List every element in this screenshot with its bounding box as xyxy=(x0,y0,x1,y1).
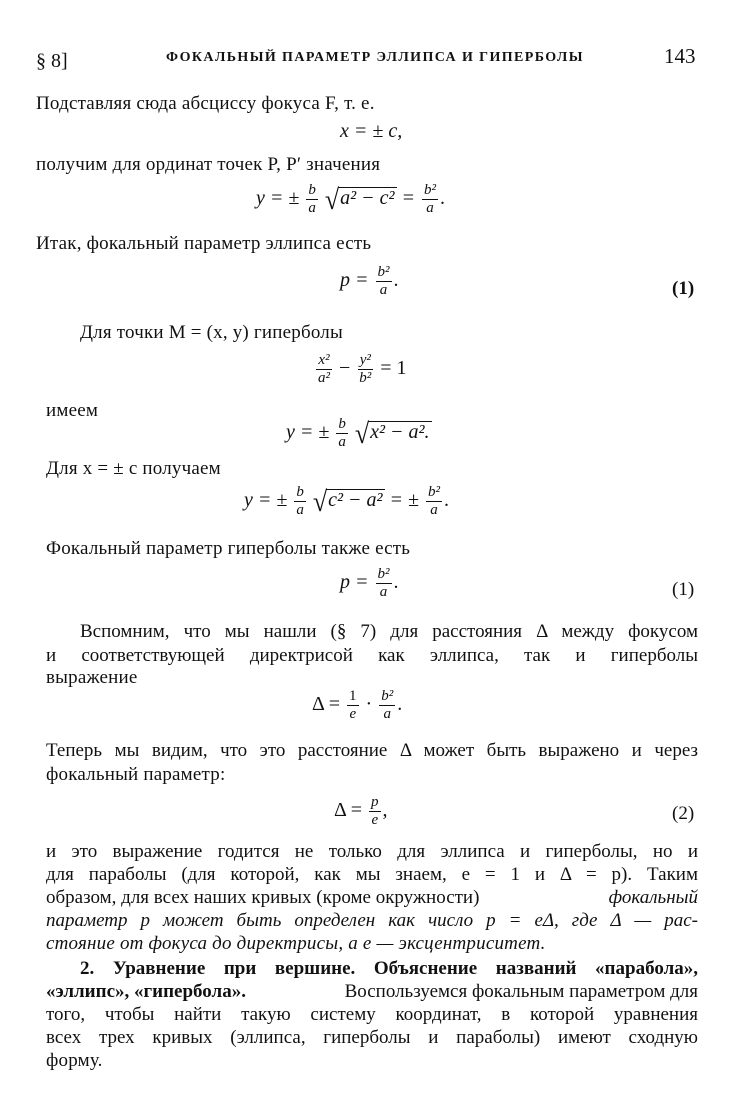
numerator: b² xyxy=(424,182,437,198)
numerator: b² xyxy=(381,688,394,704)
radicand: c² − a² xyxy=(328,489,383,512)
text-segment: Воспользуемся фокальным параметром для xyxy=(344,981,698,1002)
eq-comma: , xyxy=(382,799,388,822)
text-line: Подставляя сюда абсциссу фокуса F, т. е. xyxy=(36,93,375,114)
eq-dot: · xyxy=(365,693,373,716)
eq-rhs: = 1 xyxy=(380,357,407,380)
fraction-p-over-e xyxy=(369,794,381,829)
denominator: a xyxy=(308,200,316,216)
text-line: для параболы (для которой, как мы знаем, e = 1 и Δ = p). Таким xyxy=(46,864,698,885)
eq-lhs: y = ± xyxy=(244,489,288,512)
text-line: выражение xyxy=(46,667,138,688)
running-head-title: ФОКАЛЬНЫЙ ПАРАМЕТР ЭЛЛИПСА И ГИПЕРБОЛЫ xyxy=(166,50,584,65)
sqrt-sign: √ xyxy=(354,417,370,449)
equation-number: (1) xyxy=(672,579,695,600)
text-line: фокальный параметр: xyxy=(46,764,226,785)
numerator: b² xyxy=(377,264,390,280)
text-line: и соответствующей директрисой как эллипса, так и гиперболы xyxy=(46,645,698,666)
text-line: и это выражение годится не только для эллипса и гиперболы, но и xyxy=(46,841,698,862)
equation-hyperbola xyxy=(314,352,407,387)
numerator: b xyxy=(296,484,304,500)
fraction-x2-over-a2 xyxy=(316,352,332,387)
radicand: a² − c² xyxy=(340,187,395,210)
eq-period: . xyxy=(393,571,399,594)
eq-lhs: y = ± xyxy=(256,187,300,210)
text-line: Фокальный параметр гиперболы также есть xyxy=(46,538,411,559)
eq-lhs: Δ = xyxy=(334,799,363,822)
text-line: того, чтобы найти такую систему координат, в которой уравнения xyxy=(46,1004,698,1025)
fraction-b2-over-a xyxy=(426,484,442,519)
numerator: b² xyxy=(428,484,440,500)
eq-lhs: p = xyxy=(340,269,369,292)
radicand: x² − a². xyxy=(370,421,430,444)
sqrt-sign: √ xyxy=(324,183,340,215)
eq-lhs: y = ± xyxy=(286,421,330,444)
text-segment: образом, для всех наших кривых (кроме окружности) xyxy=(46,887,480,908)
denominator: a xyxy=(379,282,388,298)
sqrt-sign: √ xyxy=(312,485,328,517)
section-heading-line: 2. Уравнение при вершине. Объяснение названий «парабола», xyxy=(80,958,698,979)
denominator: a xyxy=(426,200,434,216)
denominator: e xyxy=(371,812,379,828)
denominator: a xyxy=(430,502,438,518)
fraction-1-over-e xyxy=(347,688,359,723)
numerator: b² xyxy=(377,566,390,582)
text-line-italic: стояние от фокуса до директрисы, а e — эксцентриситет. xyxy=(46,933,546,954)
text-line: форму. xyxy=(46,1050,103,1071)
eq-lhs: p = xyxy=(340,571,369,594)
denominator: e xyxy=(349,706,357,722)
text-line: получим для ординат точек P, P′ значения xyxy=(36,154,381,175)
equation-focus-abscissa: x = ± c, xyxy=(340,120,403,142)
text-line: Для точки M = (x, y) гиперболы xyxy=(80,322,343,343)
eq-period: . xyxy=(444,489,449,512)
equation-ellipse-ordinate xyxy=(256,182,445,217)
numerator: y² xyxy=(359,352,371,368)
equation-hyperbola-parameter xyxy=(340,566,399,601)
fraction-b2-over-a xyxy=(422,182,438,217)
eq-lhs: Δ = xyxy=(312,693,341,716)
equation-hyperbola-ordinate xyxy=(286,416,432,451)
eq-period: . xyxy=(440,187,446,210)
denominator: a xyxy=(338,434,346,450)
equation-number: (2) xyxy=(672,803,695,824)
eq-equals-pm: = ± xyxy=(389,489,419,512)
equation-delta-p xyxy=(334,794,388,829)
fraction-b-over-a xyxy=(336,416,348,451)
eq-period: . xyxy=(393,269,399,292)
eq-equals: = xyxy=(401,187,416,210)
section-heading-segment: «эллипс», «гипербола». xyxy=(46,981,246,1002)
denominator: b² xyxy=(359,370,372,386)
numerator: 1 xyxy=(349,688,357,704)
equation-ellipse-parameter xyxy=(340,264,399,299)
fraction-y2-over-b2 xyxy=(357,352,373,387)
denominator: a xyxy=(296,502,304,518)
text-line: Теперь мы видим, что это расстояние Δ может быть выражено и через xyxy=(46,740,698,761)
text-line: Вспомним, что мы нашли (§ 7) для расстояния Δ между фокусом xyxy=(80,621,698,642)
equation-number: (1) xyxy=(672,278,695,299)
text-line-mixed xyxy=(46,887,698,909)
numerator: b xyxy=(308,182,316,198)
eq-minus: − xyxy=(339,357,351,380)
text-line: Итак, фокальный параметр эллипса есть xyxy=(36,233,372,254)
numerator: p xyxy=(371,794,379,810)
page-number: 143 xyxy=(664,44,696,68)
fraction-b2-over-a xyxy=(379,688,395,723)
fraction-b-over-a xyxy=(294,484,306,519)
numerator: x² xyxy=(318,352,330,368)
denominator: a² xyxy=(318,370,330,386)
fraction-b2-over-a xyxy=(376,264,392,299)
equation-delta-ab xyxy=(312,688,402,723)
denominator: a xyxy=(383,706,391,722)
denominator: a xyxy=(379,584,388,600)
text-line: всех трех кривых (эллипса, гиперболы и параболы) имеют сходную xyxy=(46,1027,698,1048)
numerator: b xyxy=(338,416,346,432)
text-segment-italic: фокальный xyxy=(608,887,698,908)
eq-period: . xyxy=(397,693,403,716)
running-head-section: § 8] xyxy=(36,50,68,72)
equation-focus-ordinate xyxy=(244,484,449,519)
text-line: имеем xyxy=(46,400,99,421)
text-line: Для x = ± c получаем xyxy=(46,458,221,479)
text-line-italic: параметр p может быть определен как число p = eΔ, где Δ — рас- xyxy=(46,910,698,931)
fraction-b2-over-a xyxy=(376,566,392,601)
text-line-mixed xyxy=(46,981,698,1003)
fraction-b-over-a xyxy=(306,182,318,217)
